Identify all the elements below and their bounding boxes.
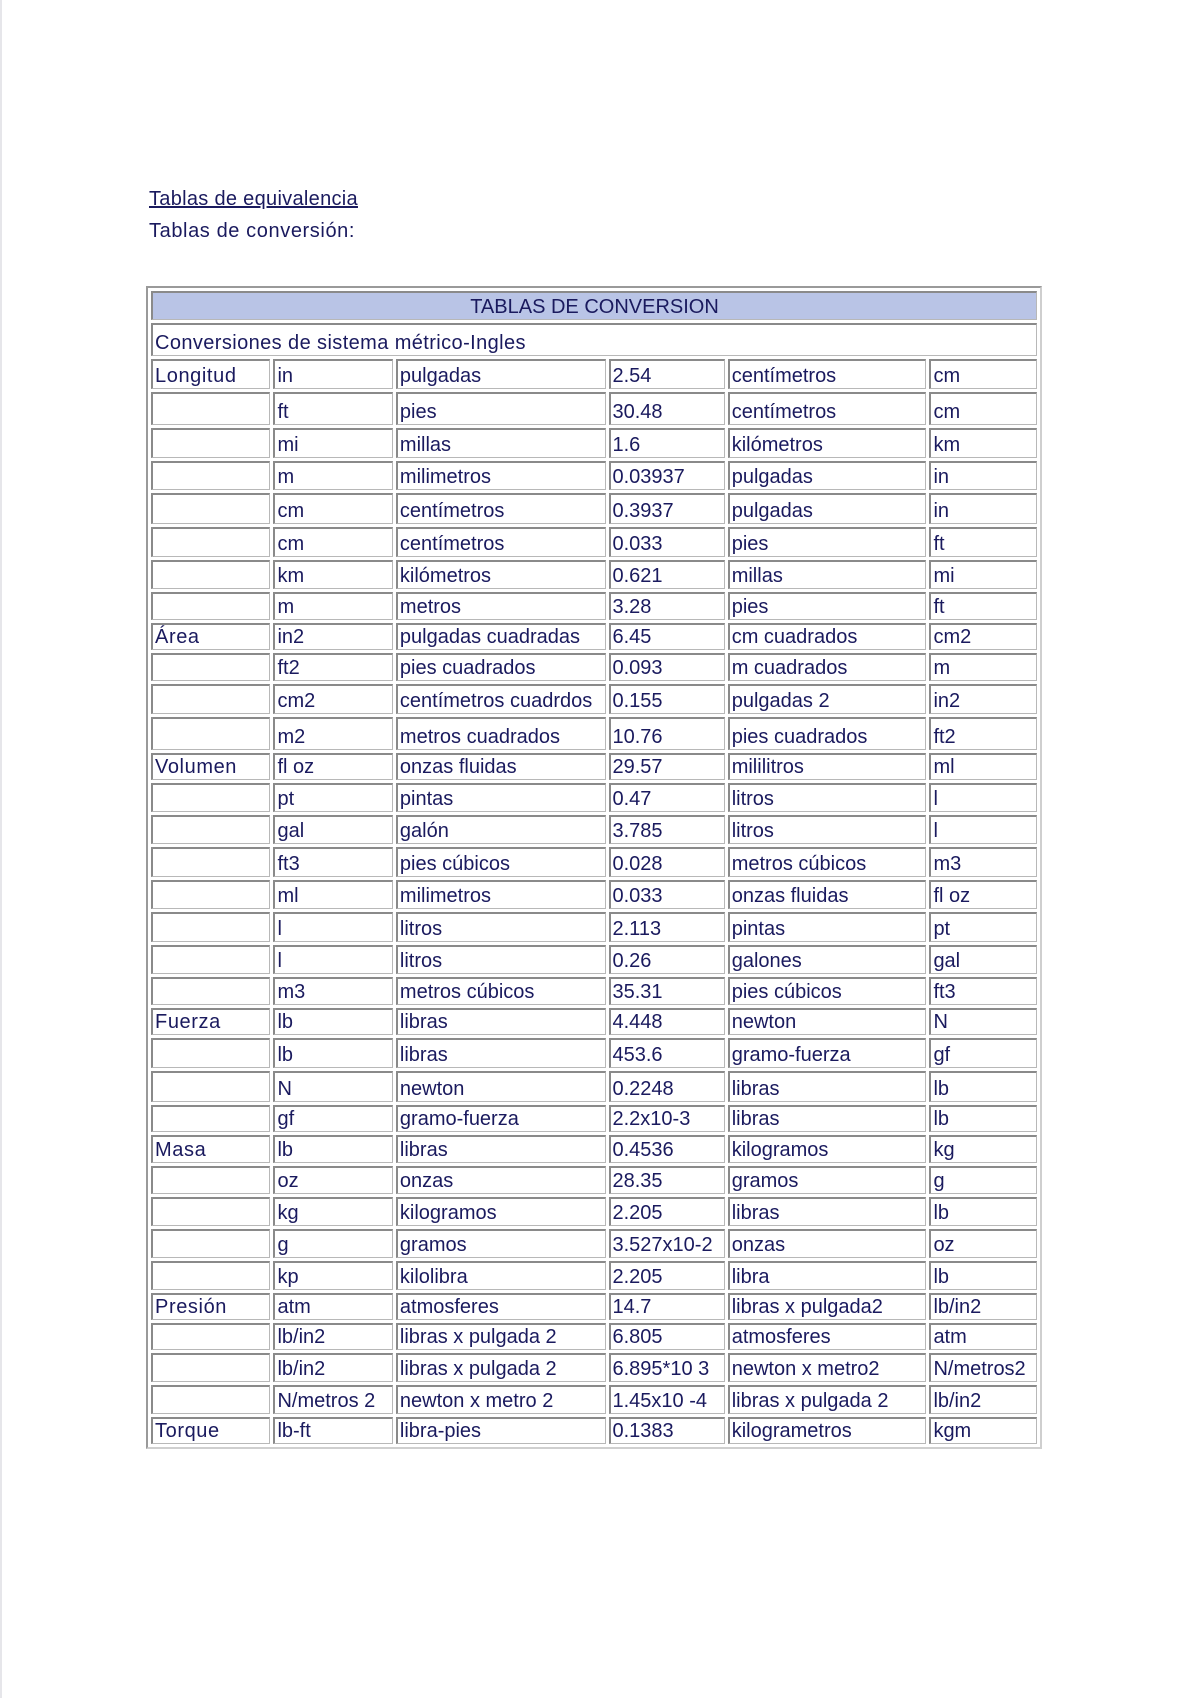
- table-row: [151, 461, 1037, 490]
- category-cell: [151, 977, 270, 1005]
- to-abbr-cell: cm: [929, 359, 1037, 389]
- table-row: [151, 1008, 1037, 1035]
- to-unit-cell: pulgadas 2: [728, 684, 927, 714]
- to-unit-cell: libras x pulgada 2: [728, 1385, 927, 1414]
- from-unit-cell: litros: [396, 912, 606, 942]
- to-abbr-cell: in2: [929, 684, 1037, 714]
- to-abbr-cell: oz: [929, 1229, 1037, 1258]
- from-unit-cell: milimetros: [396, 461, 606, 490]
- to-abbr-cell: pt: [929, 912, 1037, 942]
- category-cell: Torque: [151, 1417, 270, 1444]
- from-unit-cell: pulgadas cuadradas: [396, 623, 606, 650]
- table-row: [151, 1197, 1037, 1226]
- from-abbr-cell: ft: [273, 392, 392, 425]
- factor-cell: 2.54: [609, 359, 725, 389]
- table-row: [151, 815, 1037, 844]
- from-unit-cell: newton x metro 2: [396, 1385, 606, 1414]
- to-abbr-cell: cm2: [929, 623, 1037, 650]
- to-unit-cell: onzas fluidas: [728, 880, 927, 909]
- to-abbr-cell: lb: [929, 1071, 1037, 1102]
- to-unit-cell: kilómetros: [728, 428, 927, 458]
- from-abbr-cell: m3: [273, 977, 392, 1005]
- table-row: [151, 977, 1037, 1005]
- table-subtitle: Conversiones de sistema métrico-Ingles: [151, 323, 1037, 356]
- to-abbr-cell: in: [929, 461, 1037, 490]
- to-unit-cell: millas: [728, 560, 927, 589]
- category-cell: [151, 653, 270, 681]
- table-title-row: [151, 291, 1037, 320]
- to-unit-cell: newton: [728, 1008, 927, 1035]
- factor-cell: 30.48: [609, 392, 725, 425]
- category-cell: [151, 1353, 270, 1382]
- category-cell: [151, 783, 270, 812]
- table-row: [151, 912, 1037, 942]
- page-header: [149, 188, 358, 243]
- from-abbr-cell: N/metros 2: [273, 1385, 392, 1414]
- to-unit-cell: cm cuadrados: [728, 623, 927, 650]
- to-unit-cell: pies cuadrados: [728, 717, 927, 750]
- from-abbr-cell: lb/in2: [273, 1323, 392, 1350]
- to-unit-cell: galones: [728, 945, 927, 974]
- to-unit-cell: libras x pulgada2: [728, 1293, 927, 1320]
- factor-cell: 14.7: [609, 1293, 725, 1320]
- from-abbr-cell: lb: [273, 1135, 392, 1163]
- category-cell: [151, 1385, 270, 1414]
- to-unit-cell: gramos: [728, 1166, 927, 1194]
- to-abbr-cell: lb/in2: [929, 1293, 1037, 1320]
- factor-cell: 0.2248: [609, 1071, 725, 1102]
- category-cell: [151, 717, 270, 750]
- category-cell: Fuerza: [151, 1008, 270, 1035]
- table-row: [151, 1323, 1037, 1350]
- to-unit-cell: libras: [728, 1197, 927, 1226]
- factor-cell: 453.6: [609, 1038, 725, 1068]
- category-cell: [151, 1105, 270, 1132]
- factor-cell: 3.28: [609, 592, 725, 620]
- from-unit-cell: millas: [396, 428, 606, 458]
- from-unit-cell: kilogramos: [396, 1197, 606, 1226]
- to-abbr-cell: gf: [929, 1038, 1037, 1068]
- from-unit-cell: gramo-fuerza: [396, 1105, 606, 1132]
- category-cell: [151, 1038, 270, 1068]
- from-abbr-cell: gf: [273, 1105, 392, 1132]
- from-abbr-cell: cm: [273, 493, 392, 524]
- category-cell: [151, 1197, 270, 1226]
- to-abbr-cell: l: [929, 783, 1037, 812]
- category-cell: [151, 1166, 270, 1194]
- from-abbr-cell: oz: [273, 1166, 392, 1194]
- from-unit-cell: pies: [396, 392, 606, 425]
- factor-cell: 29.57: [609, 753, 725, 780]
- table-row: [151, 392, 1037, 425]
- to-abbr-cell: atm: [929, 1323, 1037, 1350]
- from-unit-cell: pintas: [396, 783, 606, 812]
- to-unit-cell: newton x metro2: [728, 1353, 927, 1382]
- to-abbr-cell: g: [929, 1166, 1037, 1194]
- table-row: [151, 560, 1037, 589]
- table-row: [151, 1071, 1037, 1102]
- to-unit-cell: pintas: [728, 912, 927, 942]
- to-abbr-cell: N/metros2: [929, 1353, 1037, 1382]
- from-unit-cell: libra-pies: [396, 1417, 606, 1444]
- factor-cell: 3.527x10-2: [609, 1229, 725, 1258]
- to-unit-cell: gramo-fuerza: [728, 1038, 927, 1068]
- to-abbr-cell: l: [929, 815, 1037, 844]
- to-abbr-cell: lb: [929, 1105, 1037, 1132]
- to-abbr-cell: cm: [929, 392, 1037, 425]
- table-row: [151, 653, 1037, 681]
- category-cell: [151, 560, 270, 589]
- from-abbr-cell: lb: [273, 1038, 392, 1068]
- category-cell: [151, 945, 270, 974]
- category-cell: [151, 1071, 270, 1102]
- table-row: [151, 527, 1037, 557]
- factor-cell: 0.26: [609, 945, 725, 974]
- to-abbr-cell: in: [929, 493, 1037, 524]
- from-unit-cell: atmosferes: [396, 1293, 606, 1320]
- factor-cell: 0.093: [609, 653, 725, 681]
- table-row: [151, 623, 1037, 650]
- factor-cell: 0.155: [609, 684, 725, 714]
- to-abbr-cell: lb/in2: [929, 1385, 1037, 1414]
- category-cell: [151, 1229, 270, 1258]
- from-unit-cell: centímetros: [396, 527, 606, 557]
- from-abbr-cell: atm: [273, 1293, 392, 1320]
- category-cell: Masa: [151, 1135, 270, 1163]
- to-abbr-cell: mi: [929, 560, 1037, 589]
- category-cell: [151, 428, 270, 458]
- from-abbr-cell: gal: [273, 815, 392, 844]
- factor-cell: 6.805: [609, 1323, 725, 1350]
- from-unit-cell: libras: [396, 1038, 606, 1068]
- table-row: [151, 1229, 1037, 1258]
- table-row: [151, 1293, 1037, 1320]
- from-abbr-cell: ml: [273, 880, 392, 909]
- table-subtitle-row: [151, 323, 1037, 356]
- from-unit-cell: pies cúbicos: [396, 847, 606, 877]
- from-abbr-cell: ft2: [273, 653, 392, 681]
- from-unit-cell: libras: [396, 1008, 606, 1035]
- from-unit-cell: litros: [396, 945, 606, 974]
- from-abbr-cell: g: [273, 1229, 392, 1258]
- factor-cell: 2.2x10-3: [609, 1105, 725, 1132]
- from-abbr-cell: in2: [273, 623, 392, 650]
- to-abbr-cell: fl oz: [929, 880, 1037, 909]
- to-abbr-cell: N: [929, 1008, 1037, 1035]
- from-abbr-cell: in: [273, 359, 392, 389]
- factor-cell: 10.76: [609, 717, 725, 750]
- from-unit-cell: onzas: [396, 1166, 606, 1194]
- factor-cell: 2.113: [609, 912, 725, 942]
- from-abbr-cell: cm: [273, 527, 392, 557]
- category-cell: [151, 1323, 270, 1350]
- to-abbr-cell: lb: [929, 1197, 1037, 1226]
- table-row: [151, 1166, 1037, 1194]
- category-cell: [151, 912, 270, 942]
- factor-cell: 1.45x10 -4: [609, 1385, 725, 1414]
- from-abbr-cell: lb: [273, 1008, 392, 1035]
- table-row: [151, 359, 1037, 389]
- conversion-tables-heading: Tablas de conversión:: [149, 220, 356, 242]
- to-unit-cell: atmosferes: [728, 1323, 927, 1350]
- to-abbr-cell: kgm: [929, 1417, 1037, 1444]
- to-unit-cell: litros: [728, 783, 927, 812]
- to-abbr-cell: lb: [929, 1261, 1037, 1290]
- from-abbr-cell: l: [273, 912, 392, 942]
- factor-cell: 28.35: [609, 1166, 725, 1194]
- from-abbr-cell: fl oz: [273, 753, 392, 780]
- category-cell: Presión: [151, 1293, 270, 1320]
- to-unit-cell: kilogrametros: [728, 1417, 927, 1444]
- to-abbr-cell: gal: [929, 945, 1037, 974]
- table-row: [151, 847, 1037, 877]
- table-row: [151, 783, 1037, 812]
- table-row: [151, 592, 1037, 620]
- category-cell: [151, 493, 270, 524]
- category-cell: [151, 1261, 270, 1290]
- table-row: [151, 1038, 1037, 1068]
- table-row: [151, 880, 1037, 909]
- table-row: [151, 1385, 1037, 1414]
- table-row: [151, 717, 1037, 750]
- from-unit-cell: onzas fluidas: [396, 753, 606, 780]
- from-abbr-cell: kp: [273, 1261, 392, 1290]
- from-unit-cell: gramos: [396, 1229, 606, 1258]
- factor-cell: 0.033: [609, 527, 725, 557]
- page-edge: [0, 0, 2, 1698]
- from-unit-cell: pulgadas: [396, 359, 606, 389]
- from-abbr-cell: pt: [273, 783, 392, 812]
- factor-cell: 0.03937: [609, 461, 725, 490]
- category-cell: [151, 815, 270, 844]
- table-row: [151, 753, 1037, 780]
- factor-cell: 35.31: [609, 977, 725, 1005]
- factor-cell: 6.895*10 3: [609, 1353, 725, 1382]
- category-cell: [151, 461, 270, 490]
- factor-cell: 0.3937: [609, 493, 725, 524]
- factor-cell: 4.448: [609, 1008, 725, 1035]
- from-abbr-cell: cm2: [273, 684, 392, 714]
- conversion-table: [146, 286, 1042, 1449]
- factor-cell: 0.47: [609, 783, 725, 812]
- factor-cell: 1.6: [609, 428, 725, 458]
- to-abbr-cell: ft: [929, 592, 1037, 620]
- table-row: [151, 493, 1037, 524]
- from-unit-cell: libras: [396, 1135, 606, 1163]
- to-unit-cell: pulgadas: [728, 461, 927, 490]
- factor-cell: 0.4536: [609, 1135, 725, 1163]
- category-cell: Área: [151, 623, 270, 650]
- to-abbr-cell: km: [929, 428, 1037, 458]
- category-cell: Longitud: [151, 359, 270, 389]
- from-abbr-cell: l: [273, 945, 392, 974]
- category-cell: [151, 847, 270, 877]
- to-unit-cell: libras: [728, 1105, 927, 1132]
- to-unit-cell: mililitros: [728, 753, 927, 780]
- to-abbr-cell: kg: [929, 1135, 1037, 1163]
- equivalence-tables-link[interactable]: Tablas de equivalencia: [149, 188, 358, 210]
- table-row: [151, 428, 1037, 458]
- category-cell: [151, 592, 270, 620]
- table-row: [151, 1105, 1037, 1132]
- to-unit-cell: libras: [728, 1071, 927, 1102]
- table-row: [151, 1135, 1037, 1163]
- table-row: [151, 1353, 1037, 1382]
- to-unit-cell: libra: [728, 1261, 927, 1290]
- table-row: [151, 1261, 1037, 1290]
- from-unit-cell: centímetros: [396, 493, 606, 524]
- factor-cell: 0.028: [609, 847, 725, 877]
- factor-cell: 0.033: [609, 880, 725, 909]
- category-cell: [151, 392, 270, 425]
- table-title: TABLAS DE CONVERSION: [151, 291, 1037, 320]
- from-abbr-cell: kg: [273, 1197, 392, 1226]
- to-unit-cell: pulgadas: [728, 493, 927, 524]
- from-abbr-cell: mi: [273, 428, 392, 458]
- from-unit-cell: libras x pulgada 2: [396, 1353, 606, 1382]
- from-unit-cell: galón: [396, 815, 606, 844]
- from-abbr-cell: N: [273, 1071, 392, 1102]
- to-abbr-cell: m3: [929, 847, 1037, 877]
- to-unit-cell: litros: [728, 815, 927, 844]
- from-unit-cell: metros cúbicos: [396, 977, 606, 1005]
- from-unit-cell: libras x pulgada 2: [396, 1323, 606, 1350]
- to-unit-cell: centímetros: [728, 359, 927, 389]
- to-unit-cell: m cuadrados: [728, 653, 927, 681]
- factor-cell: 0.621: [609, 560, 725, 589]
- to-abbr-cell: m: [929, 653, 1037, 681]
- factor-cell: 2.205: [609, 1261, 725, 1290]
- from-abbr-cell: ft3: [273, 847, 392, 877]
- factor-cell: 6.45: [609, 623, 725, 650]
- category-cell: [151, 684, 270, 714]
- factor-cell: 3.785: [609, 815, 725, 844]
- to-unit-cell: onzas: [728, 1229, 927, 1258]
- to-abbr-cell: ft: [929, 527, 1037, 557]
- to-unit-cell: metros cúbicos: [728, 847, 927, 877]
- to-unit-cell: centímetros: [728, 392, 927, 425]
- from-abbr-cell: m: [273, 592, 392, 620]
- from-abbr-cell: m: [273, 461, 392, 490]
- to-unit-cell: pies cúbicos: [728, 977, 927, 1005]
- table-row: [151, 945, 1037, 974]
- from-abbr-cell: km: [273, 560, 392, 589]
- to-unit-cell: kilogramos: [728, 1135, 927, 1163]
- from-unit-cell: metros: [396, 592, 606, 620]
- factor-cell: 2.205: [609, 1197, 725, 1226]
- to-abbr-cell: ft3: [929, 977, 1037, 1005]
- from-abbr-cell: m2: [273, 717, 392, 750]
- factor-cell: 0.1383: [609, 1417, 725, 1444]
- from-unit-cell: milimetros: [396, 880, 606, 909]
- from-unit-cell: centímetros cuadrdos: [396, 684, 606, 714]
- category-cell: [151, 880, 270, 909]
- to-unit-cell: pies: [728, 527, 927, 557]
- from-abbr-cell: lb-ft: [273, 1417, 392, 1444]
- category-cell: Volumen: [151, 753, 270, 780]
- from-unit-cell: metros cuadrados: [396, 717, 606, 750]
- to-abbr-cell: ml: [929, 753, 1037, 780]
- from-unit-cell: pies cuadrados: [396, 653, 606, 681]
- from-abbr-cell: lb/in2: [273, 1353, 392, 1382]
- from-unit-cell: kilolibra: [396, 1261, 606, 1290]
- to-unit-cell: pies: [728, 592, 927, 620]
- from-unit-cell: newton: [396, 1071, 606, 1102]
- to-abbr-cell: ft2: [929, 717, 1037, 750]
- category-cell: [151, 527, 270, 557]
- from-unit-cell: kilómetros: [396, 560, 606, 589]
- table-row: [151, 1417, 1037, 1444]
- table-row: [151, 684, 1037, 714]
